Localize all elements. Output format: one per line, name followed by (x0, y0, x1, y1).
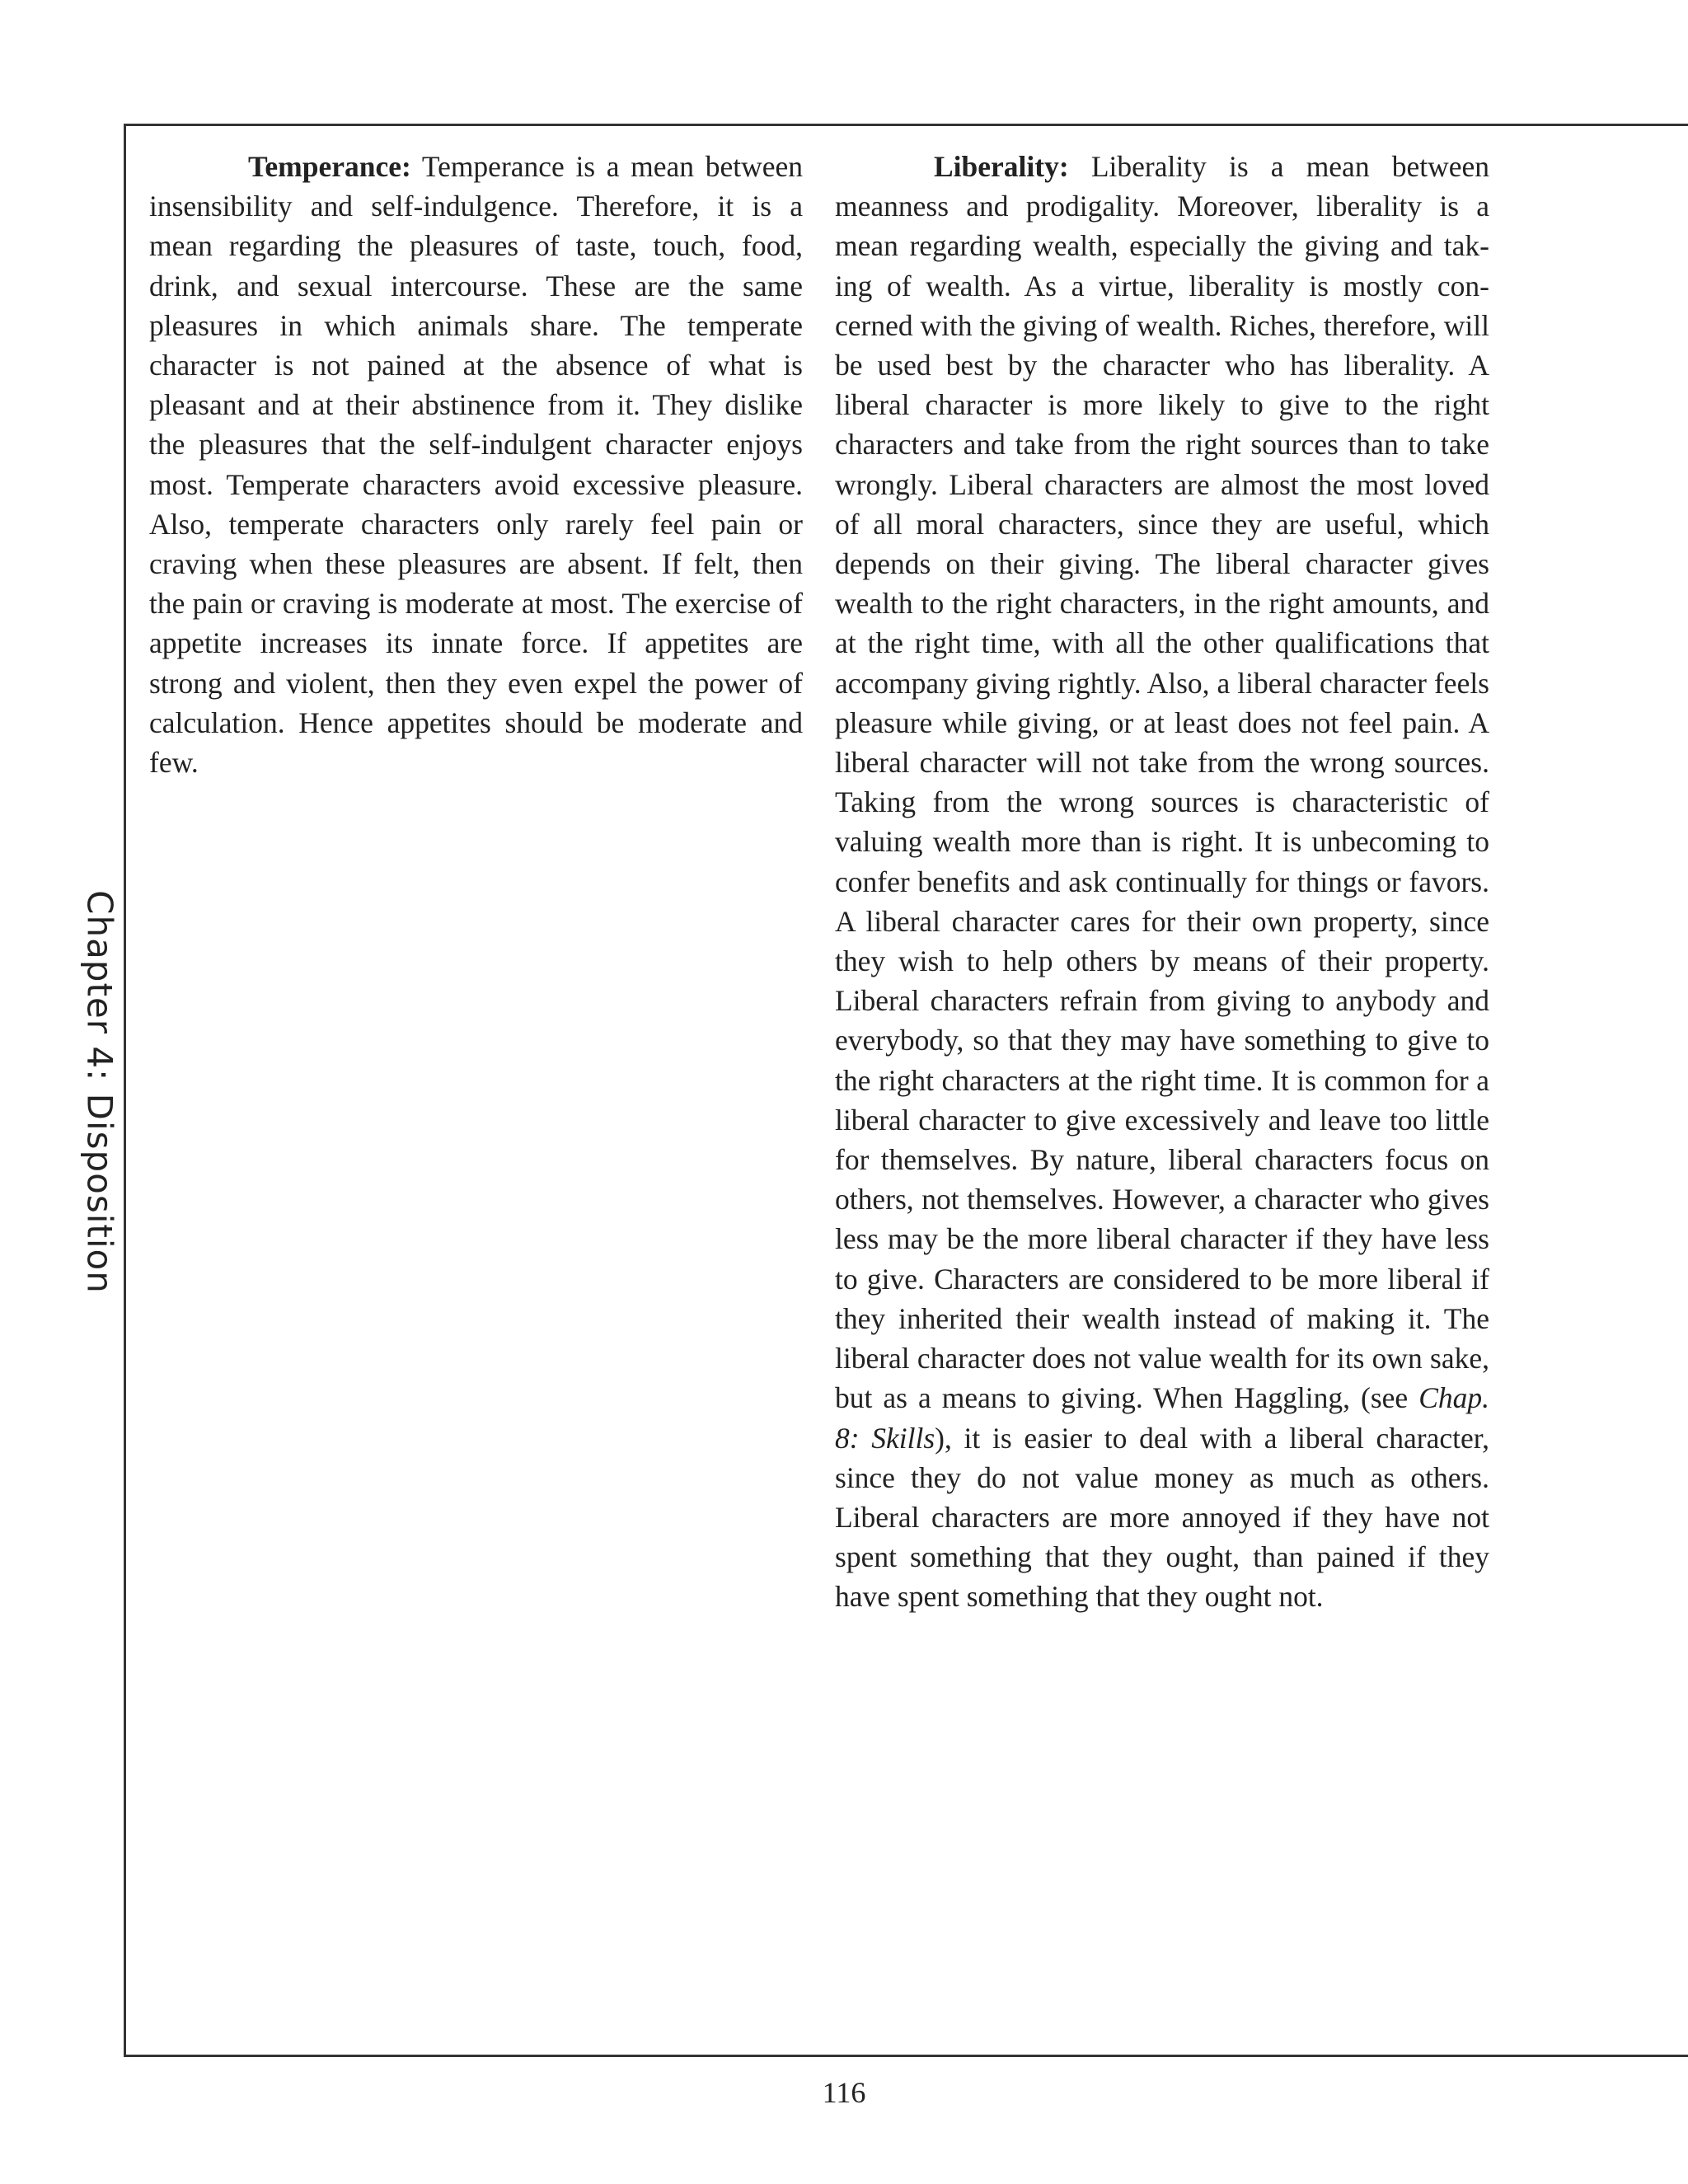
liberality-text-before-reference: Liberality is a mean between meanness and prodigality. Moreover, liberality is a mean regarding wealth, especially the giving and taking of wealth. As a virtue, liberality is mostly concerned with the giving of wealth. Riches, therefore, will be used best by the character who has liberality. A liberal character is more likely to give to the right characters and take from the right sources than to take wrongly. Liberal characters are almost the most loved of all moral characters, since they are useful, which depends on their giving. The liberal character gives wealth to the right characters, in the right amounts, and at the right time, with all the other qualifications that accompany giving rightly. Also, a liberal character feels pleasure while giving, or at least does not feel pain. A liberal character will not take from the wrong sources. Taking from the wrong sources is characteristic of valuing wealth more than is right. It is unbecoming to confer benefits and ask continually for things or favors. A liberal character cares for their own property, since they wish to help others by means of their property. Liberal characters refrain from giving to anybody and everybody, so that they may have something to give to the right characters at the right time. It is common for a liberal character to give excessively and leave too little for themselves. By nature, liberal characters focus on others, not themselves. However, a character who gives less may be the more liberal character if they have less to give. Characters are considered to be more liberal if they inherited their wealth instead of making it. The liberal character does not value wealth for its own sake, but as a means to giving. When Haggling, (see (835, 150, 1489, 1415)
liberality-term: Liberality: (934, 150, 1069, 183)
page-number: 116 (822, 2076, 866, 2109)
chapter-label: Chapter 4: Disposition (79, 890, 120, 1294)
temperance-paragraph (149, 147, 803, 782)
temperance-text: Temperance is a mean between insensibility and self-indulgence. Therefore, it is a mean regarding the pleasures of taste, touch, food, drink, and sexual intercourse. These are the same pleasures in which animals share. The temperate character is not pained at the absence of what is pleasant and at their abstinence from it. They dislike the pleasures that the self-indulgent character enjoys most. Temperate characters avoid excessive pleasure. Also, temperate characters only rarely feel pain or craving when these pleasures are absent. If felt, then the pain or craving is moderate at most. The exercise of appetite increases its innate force. If appetites are strong and violent, then they even expel the power of calculation. Hence appetites should be moderate and few. (149, 150, 803, 780)
temperance-term: Temperance: (248, 150, 411, 183)
right-column (835, 147, 1489, 1617)
left-column (149, 147, 803, 782)
liberality-text-after-reference: ), it is easier to deal with a liberal character, since they do not value money as much as others. Liberal characters are more annoyed if they have not spent something that they ought, than pained if they have spent something that they ought not. (835, 1421, 1489, 1614)
skills-chapter-reference: Chap. 8: Skills (835, 1381, 1489, 1455)
liberality-paragraph (835, 147, 1489, 1617)
